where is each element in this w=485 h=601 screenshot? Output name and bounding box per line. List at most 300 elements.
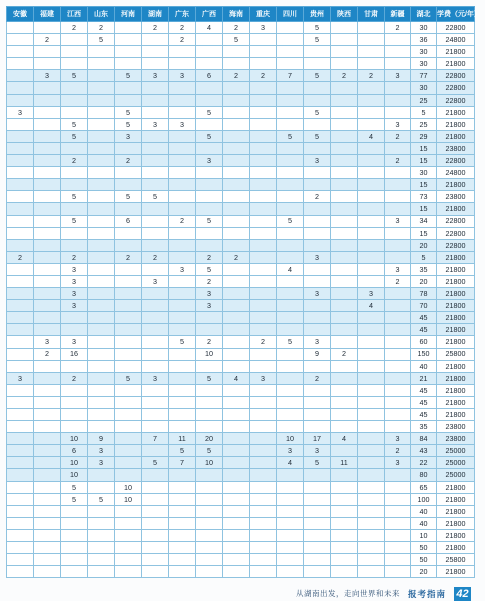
table-cell	[7, 179, 34, 191]
table-cell	[304, 396, 331, 408]
table-cell	[7, 22, 34, 34]
table-cell	[115, 554, 142, 566]
table-cell: 2	[169, 22, 196, 34]
table-cell	[304, 179, 331, 191]
table-cell	[7, 457, 34, 469]
table-cell: 22800	[437, 82, 475, 94]
table-cell	[277, 505, 304, 517]
table-cell	[169, 130, 196, 142]
table-cell	[223, 300, 250, 312]
table-cell	[331, 372, 358, 384]
table-cell: 10	[115, 481, 142, 493]
table-cell: 2	[61, 251, 88, 263]
table-cell: 3	[250, 372, 277, 384]
table-cell	[115, 409, 142, 421]
table-cell	[277, 34, 304, 46]
table-row	[7, 155, 475, 167]
table-cell: 24800	[437, 34, 475, 46]
table-cell	[88, 215, 115, 227]
table-cell	[250, 481, 277, 493]
table-cell	[223, 409, 250, 421]
table-cell	[61, 106, 88, 118]
table-cell: 4	[277, 263, 304, 275]
table-cell	[7, 191, 34, 203]
table-cell	[223, 433, 250, 445]
table-cell	[88, 384, 115, 396]
table-cell: 24800	[437, 167, 475, 179]
table-cell	[223, 215, 250, 227]
table-cell	[304, 203, 331, 215]
table-cell: 10	[196, 348, 223, 360]
table-cell	[169, 409, 196, 421]
table-cell	[142, 34, 169, 46]
table-cell	[250, 348, 277, 360]
table-cell	[61, 324, 88, 336]
table-cell: 36	[411, 34, 437, 46]
table-cell: 22	[411, 457, 437, 469]
table-cell: 40	[411, 517, 437, 529]
table-cell	[358, 324, 385, 336]
table-cell	[142, 529, 169, 541]
table-cell	[115, 517, 142, 529]
column-header: 安徽	[7, 7, 34, 22]
table-cell	[385, 396, 411, 408]
table-cell	[169, 396, 196, 408]
table-cell	[61, 566, 88, 578]
table-cell: 5	[61, 215, 88, 227]
table-cell	[7, 155, 34, 167]
table-cell	[142, 46, 169, 58]
table-cell	[277, 203, 304, 215]
table-cell: 5	[223, 34, 250, 46]
table-cell	[196, 505, 223, 517]
table-cell: 20	[411, 275, 437, 287]
table-cell	[142, 130, 169, 142]
table-cell	[115, 360, 142, 372]
table-cell	[142, 421, 169, 433]
table-row	[7, 336, 475, 348]
table-cell	[142, 239, 169, 251]
table-cell	[358, 191, 385, 203]
table-cell: 20	[196, 433, 223, 445]
table-cell	[358, 215, 385, 227]
table-cell	[169, 300, 196, 312]
table-cell	[7, 542, 34, 554]
table-cell	[304, 215, 331, 227]
table-cell	[88, 300, 115, 312]
table-cell	[169, 46, 196, 58]
table-cell	[7, 360, 34, 372]
table-cell	[142, 517, 169, 529]
table-cell: 3	[169, 118, 196, 130]
table-cell: 5	[304, 106, 331, 118]
table-cell: 25000	[437, 457, 475, 469]
table-cell	[169, 493, 196, 505]
table-cell	[88, 251, 115, 263]
column-header: 新疆	[385, 7, 411, 22]
table-cell: 25800	[437, 348, 475, 360]
table-cell	[277, 288, 304, 300]
table-cell	[169, 360, 196, 372]
table-cell	[196, 360, 223, 372]
table-cell	[331, 251, 358, 263]
table-cell	[250, 469, 277, 481]
table-cell: 21800	[437, 396, 475, 408]
table-cell	[115, 469, 142, 481]
table-cell	[358, 22, 385, 34]
table-row	[7, 445, 475, 457]
table-cell	[7, 566, 34, 578]
table-cell	[331, 336, 358, 348]
table-cell	[142, 481, 169, 493]
table-cell	[7, 312, 34, 324]
table-cell	[331, 155, 358, 167]
footer-slogan: 从湖南出发，走向世界和未来	[295, 589, 400, 598]
table-cell	[277, 179, 304, 191]
table-cell: 2	[115, 251, 142, 263]
table-cell: 11	[331, 457, 358, 469]
table-cell: 3	[34, 70, 61, 82]
table-cell	[331, 167, 358, 179]
table-cell: 3	[277, 445, 304, 457]
table-cell: 2	[142, 22, 169, 34]
table-row	[7, 275, 475, 287]
table-cell: 45	[411, 396, 437, 408]
table-cell	[304, 275, 331, 287]
table-cell	[385, 542, 411, 554]
table-cell	[88, 155, 115, 167]
table-cell: 3	[304, 288, 331, 300]
table-cell: 3	[169, 70, 196, 82]
table-cell	[142, 106, 169, 118]
table-cell	[142, 94, 169, 106]
table-cell	[358, 372, 385, 384]
table-body	[7, 22, 475, 578]
table-cell: 3	[250, 22, 277, 34]
table-cell	[250, 421, 277, 433]
table-cell	[277, 469, 304, 481]
table-cell	[304, 58, 331, 70]
table-cell: 3	[34, 336, 61, 348]
table-cell	[88, 324, 115, 336]
table-cell	[250, 457, 277, 469]
table-cell	[331, 94, 358, 106]
table-cell	[277, 409, 304, 421]
table-cell	[196, 179, 223, 191]
table-cell	[34, 22, 61, 34]
table-cell	[34, 360, 61, 372]
table-cell	[277, 227, 304, 239]
table-row	[7, 493, 475, 505]
table-cell	[358, 493, 385, 505]
table-cell	[34, 191, 61, 203]
table-cell	[277, 82, 304, 94]
table-cell	[61, 517, 88, 529]
table-cell: 10	[61, 457, 88, 469]
table-cell	[169, 94, 196, 106]
table-cell	[358, 34, 385, 46]
table-cell: 45	[411, 324, 437, 336]
table-cell	[385, 46, 411, 58]
table-cell	[331, 106, 358, 118]
table-cell	[250, 542, 277, 554]
table-cell	[196, 118, 223, 130]
table-cell	[34, 215, 61, 227]
table-row	[7, 481, 475, 493]
table-cell: 21	[411, 372, 437, 384]
table-cell: 2	[223, 70, 250, 82]
table-cell	[223, 142, 250, 154]
table-cell	[169, 227, 196, 239]
table-cell	[34, 46, 61, 58]
table-cell	[385, 469, 411, 481]
table-cell	[88, 70, 115, 82]
table-cell	[223, 421, 250, 433]
table-cell: 21800	[437, 263, 475, 275]
table-cell	[304, 94, 331, 106]
table-cell: 22800	[437, 94, 475, 106]
table-cell	[7, 130, 34, 142]
table-cell	[7, 384, 34, 396]
table-cell	[61, 227, 88, 239]
table-cell: 25	[411, 94, 437, 106]
table-cell: 73	[411, 191, 437, 203]
table-cell	[385, 94, 411, 106]
table-cell: 7	[277, 70, 304, 82]
table-cell: 2	[169, 34, 196, 46]
table-cell: 21800	[437, 179, 475, 191]
table-row	[7, 203, 475, 215]
table-cell	[358, 179, 385, 191]
table-cell	[34, 275, 61, 287]
table-cell	[142, 300, 169, 312]
column-header: 湖南	[142, 7, 169, 22]
table-cell	[277, 22, 304, 34]
table-cell	[223, 58, 250, 70]
table-cell: 21800	[437, 409, 475, 421]
table-cell	[142, 360, 169, 372]
table-cell	[250, 179, 277, 191]
table-cell	[7, 445, 34, 457]
table-cell	[61, 409, 88, 421]
table-cell	[331, 215, 358, 227]
table-cell	[358, 118, 385, 130]
table-cell: 5	[61, 70, 88, 82]
table-cell: 5	[115, 106, 142, 118]
table-cell	[304, 469, 331, 481]
table-cell: 21800	[437, 275, 475, 287]
table-cell	[358, 421, 385, 433]
table-cell	[115, 348, 142, 360]
table-row	[7, 542, 475, 554]
table-cell: 45	[411, 384, 437, 396]
table-cell: 4	[277, 457, 304, 469]
table-cell	[250, 130, 277, 142]
table-cell	[115, 421, 142, 433]
table-cell	[34, 263, 61, 275]
table-cell	[88, 94, 115, 106]
table-cell	[277, 106, 304, 118]
table-cell	[223, 106, 250, 118]
table-cell: 3	[196, 288, 223, 300]
table-cell: 21800	[437, 360, 475, 372]
table-cell: 2	[223, 251, 250, 263]
table-cell	[115, 142, 142, 154]
table-cell	[88, 542, 115, 554]
table-cell	[169, 542, 196, 554]
table-row	[7, 554, 475, 566]
table-cell: 5	[196, 372, 223, 384]
table-cell	[358, 82, 385, 94]
table-cell: 21800	[437, 106, 475, 118]
table-cell	[88, 469, 115, 481]
table-cell	[115, 300, 142, 312]
table-cell: 3	[169, 263, 196, 275]
table-cell: 22800	[437, 215, 475, 227]
table-cell	[169, 469, 196, 481]
table-cell	[223, 94, 250, 106]
table-cell	[142, 142, 169, 154]
table-cell	[88, 409, 115, 421]
table-row	[7, 58, 475, 70]
table-cell	[277, 155, 304, 167]
table-cell	[169, 505, 196, 517]
table-cell	[304, 239, 331, 251]
table-cell: 9	[304, 348, 331, 360]
table-cell	[88, 167, 115, 179]
table-cell	[34, 469, 61, 481]
table-cell	[250, 227, 277, 239]
table-cell	[358, 566, 385, 578]
table-cell: 3	[7, 106, 34, 118]
table-cell	[115, 566, 142, 578]
table-cell	[7, 167, 34, 179]
table-cell: 7	[169, 457, 196, 469]
table-cell: 25000	[437, 469, 475, 481]
table-cell	[169, 106, 196, 118]
table-cell	[304, 542, 331, 554]
table-cell	[88, 348, 115, 360]
table-cell	[250, 46, 277, 58]
table-cell	[277, 251, 304, 263]
table-cell: 21800	[437, 288, 475, 300]
table-cell	[385, 191, 411, 203]
table-cell: 15	[411, 155, 437, 167]
table-cell	[196, 167, 223, 179]
table-row	[7, 227, 475, 239]
table-cell	[169, 566, 196, 578]
table-cell	[331, 396, 358, 408]
table-cell	[61, 142, 88, 154]
table-cell	[169, 142, 196, 154]
table-cell	[196, 481, 223, 493]
table-cell	[223, 360, 250, 372]
table-cell: 5	[196, 106, 223, 118]
table-cell	[34, 433, 61, 445]
table-cell	[196, 227, 223, 239]
table-cell	[223, 82, 250, 94]
table-cell	[223, 348, 250, 360]
table-row	[7, 529, 475, 541]
table-cell: 23800	[437, 433, 475, 445]
table-cell	[88, 396, 115, 408]
table-cell	[115, 58, 142, 70]
table-cell	[34, 118, 61, 130]
table-cell	[169, 239, 196, 251]
table-cell	[277, 94, 304, 106]
table-cell	[34, 312, 61, 324]
table-cell	[358, 167, 385, 179]
table-cell: 25	[411, 118, 437, 130]
table-cell	[115, 288, 142, 300]
table-cell	[385, 288, 411, 300]
table-cell: 21800	[437, 130, 475, 142]
table-cell: 4	[196, 22, 223, 34]
table-cell	[223, 312, 250, 324]
table-cell	[169, 82, 196, 94]
table-cell	[196, 324, 223, 336]
table-cell: 2	[331, 348, 358, 360]
table-cell: 23800	[437, 421, 475, 433]
table-cell: 5	[115, 372, 142, 384]
table-cell	[88, 529, 115, 541]
table-cell	[331, 239, 358, 251]
table-cell	[142, 384, 169, 396]
table-cell	[304, 227, 331, 239]
table-cell	[34, 167, 61, 179]
table-cell	[7, 396, 34, 408]
table-cell	[223, 529, 250, 541]
table-cell	[142, 396, 169, 408]
table-cell	[196, 554, 223, 566]
table-cell: 21800	[437, 203, 475, 215]
table-cell	[331, 82, 358, 94]
table-cell: 5	[196, 130, 223, 142]
table-cell: 2	[196, 251, 223, 263]
table-cell	[277, 275, 304, 287]
table-row	[7, 421, 475, 433]
table-cell: 22800	[437, 70, 475, 82]
table-cell	[358, 227, 385, 239]
table-cell: 3	[304, 155, 331, 167]
table-cell	[196, 566, 223, 578]
table-cell	[169, 312, 196, 324]
table-cell: 6	[61, 445, 88, 457]
table-cell	[250, 566, 277, 578]
table-cell: 5	[61, 481, 88, 493]
table-cell	[115, 324, 142, 336]
table-cell: 10	[411, 529, 437, 541]
table-cell	[331, 384, 358, 396]
table-cell	[358, 106, 385, 118]
table-cell: 10	[277, 433, 304, 445]
table-row	[7, 324, 475, 336]
table-cell	[223, 481, 250, 493]
table-cell	[88, 312, 115, 324]
column-header: 陕西	[331, 7, 358, 22]
table-cell	[250, 288, 277, 300]
table-cell	[61, 58, 88, 70]
column-header: 广东	[169, 7, 196, 22]
table-cell: 3	[88, 457, 115, 469]
table-cell	[331, 179, 358, 191]
table-cell	[88, 118, 115, 130]
table-cell	[34, 505, 61, 517]
table-cell: 20	[411, 566, 437, 578]
table-cell: 30	[411, 82, 437, 94]
table-cell	[277, 300, 304, 312]
table-cell	[277, 324, 304, 336]
